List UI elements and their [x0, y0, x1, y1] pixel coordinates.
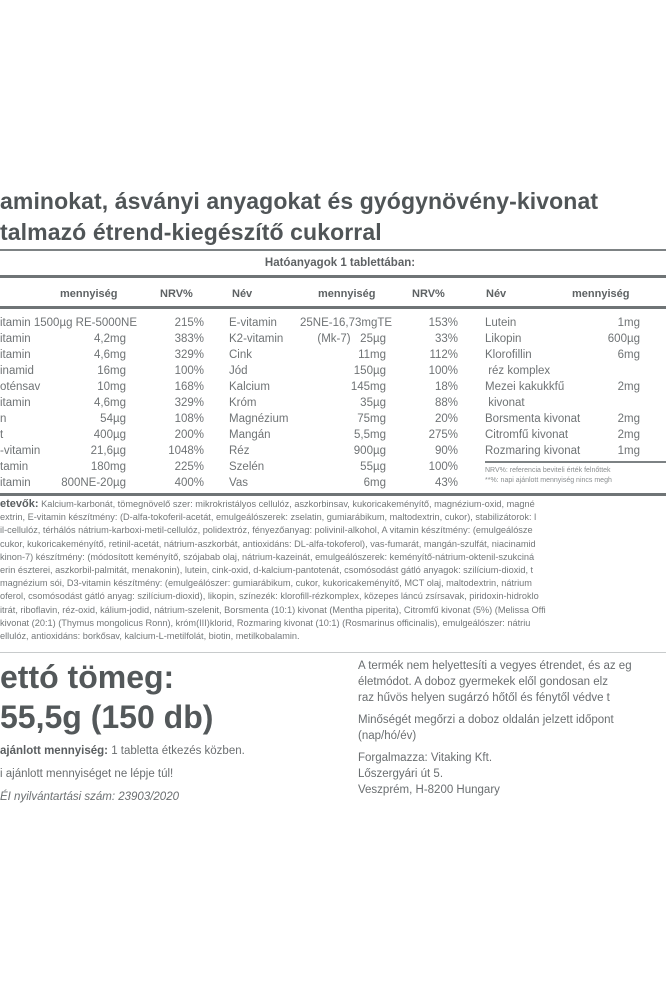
nutrient-name: -vitamin — [0, 445, 41, 457]
nutrient-name: réz komplex — [485, 365, 551, 377]
col-header-amount-2: mennyiség — [318, 288, 376, 300]
nutrient-nrv: 43% — [434, 477, 458, 489]
disclaimer-line: A termék nem helyettesíti a vegyes étrendet, és az eg — [358, 660, 632, 672]
nutrient-name: Citromfű kivonat — [485, 429, 569, 441]
nutrient-nrv: 100% — [428, 365, 458, 377]
product-title-line-2: talmazó étrend-kiegészítő cukorral — [0, 219, 382, 245]
notes-divider — [485, 461, 666, 463]
nutrient-nrv: 100% — [174, 365, 204, 377]
nutrient-name: itamin — [0, 349, 31, 361]
nutrient-name: Lutein — [485, 317, 517, 329]
nutrient-nrv: 383% — [174, 333, 204, 345]
nutrient-nrv: 168% — [174, 381, 204, 393]
title-divider — [0, 249, 666, 251]
nutrient-name: itamin — [0, 397, 31, 409]
table-heading: Hatóanyagok 1 tablettában: — [264, 257, 416, 269]
nutrient-name: Klorofillin — [485, 349, 532, 361]
nutrient-name: Cink — [229, 349, 253, 361]
nutrient-amount: 5,5mg — [354, 429, 386, 441]
nutrient-amount: 6mg — [363, 477, 386, 489]
nutrient-name: Mezei kakukkfű — [485, 381, 565, 393]
nutrient-amount: 180mg — [90, 461, 126, 473]
column-header-divider — [0, 306, 666, 309]
ingredients-block — [0, 498, 666, 643]
nutrient-amount: 2mg — [617, 413, 640, 425]
net-weight-value: 55,5g (150 db) — [0, 699, 214, 735]
nutrient-nrv: 100% — [428, 461, 458, 473]
col-header-amount-1: mennyiség — [60, 288, 118, 300]
nutrient-nrv: 90% — [434, 445, 458, 457]
nutrient-nrv: 329% — [174, 397, 204, 409]
daily-intake-note: **%: napi ajánlott mennyiség nincs megh — [485, 477, 612, 484]
nutrient-amount: 2mg — [617, 381, 640, 393]
ingredients-line: magnézium sói, D3-vitamin készítmény: (emulgeálószer: gumiarábikum, cukor, kukoricakeményítő, MCT olaj, maltodextrin, nátrium — [0, 578, 532, 589]
ingredients-line: il-cellulóz, térhálós nátrium-karboxi-metil-cellulóz, polidextróz, fényezőanyag: polivinil-alkohol, A vitamin készítmény: (emulgeálósze — [0, 525, 533, 536]
nutrient-name: n — [0, 413, 7, 425]
nutrient-nrv: 215% — [174, 317, 204, 329]
nutrient-name: Rozmaring kivonat — [485, 445, 581, 457]
table-heading-divider — [0, 275, 666, 278]
nutrient-nrv: 225% — [174, 461, 204, 473]
nutrient-name: inamid — [0, 365, 34, 377]
nutrient-name: K2-vitamin — [229, 333, 284, 345]
registration-number: ÉI nyilvántartási szám: 23903/2020 — [0, 791, 179, 803]
nutrient-amount: 2mg — [617, 429, 640, 441]
nutrient-nrv: 18% — [434, 381, 458, 393]
ingredients-line: Kalcium-karbonát, tömegnövelő szer: mikrokristályos cellulóz, aszkorbinsav, kukoricakeményítő, magnézium-oxid, magné — [38, 499, 535, 509]
ingredients-line: ellulóz, antioxidáns: borkősav, kalcium-L-metilfolát, biotin, metilkobalamin. — [0, 631, 300, 642]
best-before-line: Minőségét megőrzi a doboz oldalán jelzett időpont — [358, 714, 614, 726]
nutrient-name: Likopin — [485, 333, 522, 345]
nutrient-amount: 4,6mg — [94, 397, 126, 409]
nutrient-name: E-vitamin — [229, 317, 277, 329]
nutrient-amount: 600µg — [607, 333, 640, 345]
nutrient-name: Kalcium — [229, 381, 270, 393]
nutrient-name: Jód — [229, 365, 248, 377]
ingredients-line: itrát, riboflavin, réz-oxid, kálium-jodid, nátrium-szelenit, Borsmenta (10:1) kivonat (Mentha piperita), Citromfű kivonat (5%) (Melissa Offi — [0, 604, 546, 615]
product-disclaimer — [358, 658, 632, 706]
col-header-nrv-2: NRV% — [412, 288, 445, 300]
nutrient-amount: 10mg — [97, 381, 126, 393]
col-header-nrv-1: NRV% — [160, 288, 193, 300]
nutrient-amount: 150µg — [353, 365, 386, 377]
nutrient-nrv: 1048% — [168, 445, 204, 457]
nutrient-nrv: 200% — [174, 429, 204, 441]
ingredients-label: etevők: — [0, 498, 39, 510]
nutrient-name: tamin — [0, 461, 29, 473]
nutrient-amount: 4,2mg — [94, 333, 126, 345]
nutrient-amount: 145mg — [350, 381, 386, 393]
ingredients-line: oferol, csomósodást gátló anyag: szilícium-dioxid), likopin, színezék: klorofill-rézkomplex, közepes láncú zsírsavak, piridoxin-hidroklo — [0, 591, 539, 602]
net-weight-label: ettó tömeg: — [0, 659, 175, 695]
nutrient-name: itamin 1500µg RE-5000NE — [0, 317, 138, 329]
ingredients-line: kinon-7) készítmény: (módosított keményítő, szójabab olaj, nátrium-kazeinát, emulgeálószerek: keményítő-nátrium-oktenil-szukciná — [0, 551, 535, 562]
recommended-dose-label: ajánlott mennyiség: — [0, 745, 108, 757]
nutrient-amount: 25NE-16,73mgTE — [300, 317, 393, 329]
ingredients-line: erin észterei, aszkorbil-palmitát, menakonin), lutein, cink-oxid, d-kalcium-pantotenát, csomósodást gátló anyagok: szilícium-dioxid, t — [0, 565, 534, 576]
nutrient-name: Szelén — [229, 461, 265, 473]
best-before — [358, 712, 614, 744]
nutrient-amount: 6mg — [617, 349, 640, 361]
nutrient-nrv: 329% — [174, 349, 204, 361]
nutrient-nrv: 108% — [174, 413, 204, 425]
nutrient-amount: 54µg — [100, 413, 126, 425]
disclaimer-line: életmódot. A doboz gyermekek elől gondosan elz — [358, 676, 608, 688]
nutrient-amount: 21,6µg — [90, 445, 126, 457]
nutrient-nrv: 20% — [434, 413, 458, 425]
product-title-line-1: aminokat, ásványi anyagokat és gyógynövény-kivonat — [0, 188, 599, 214]
ingredients-line: extrin, E-vitamin készítmény: (D-alfa-tokoferil-acetát, emulgeálószerek: zselatin, gumiarábikum, maltodextrin, cukor), stabilizátorok: l — [0, 512, 537, 523]
best-before-line: (nap/hó/év) — [358, 730, 417, 742]
nutrient-amount: 1mg — [617, 317, 640, 329]
nutrient-name: Mangán — [229, 429, 271, 441]
nutrient-name: t — [0, 429, 4, 441]
col-header-name-3: Név — [486, 288, 507, 300]
nutrient-name: Réz — [229, 445, 250, 457]
nutrient-amount: 4,6mg — [94, 349, 126, 361]
distributor-city: Veszprém, H-8200 Hungary — [358, 784, 500, 796]
ingredients-line: cukor, kukoricakeményítő, retinil-acetát, nátrium-aszkorbát, antioxidáns: DL-alfa-tokoferol), vas-fumarát, mangán-szulfát, niacinamid — [0, 538, 536, 549]
nutrient-name: Króm — [229, 397, 257, 409]
ingredients-divider — [0, 652, 666, 653]
distributor-name: Forgalmazza: Vitaking Kft. — [358, 752, 493, 764]
nutrient-nrv: 33% — [434, 333, 458, 345]
distributor-address — [358, 750, 500, 798]
nutrient-amount: (Mk-7) 25µg — [317, 333, 386, 345]
disclaimer-line: raz hűvös helyen sugárzó hőtől és fénytől védve t — [358, 692, 610, 704]
ingredients-line: kivonat (20:1) (Thymus mongolicus Ronn), króm(III)klorid, Rozmaring kivonat (10:1) (Rosmarinus officinalis), emulgeálószer: nátriu — [0, 617, 531, 628]
nutrient-name: kivonat — [485, 397, 525, 409]
nutrient-amount: 35µg — [360, 397, 386, 409]
nutrient-name: Vas — [229, 477, 248, 489]
distributor-street: Lőszergyári út 5. — [358, 768, 444, 780]
nutrient-nrv: 153% — [428, 317, 458, 329]
nutrient-nrv: 275% — [428, 429, 458, 441]
table-bottom-divider — [0, 493, 666, 496]
nutrient-amount: 16mg — [97, 365, 126, 377]
nutrient-name: Magnézium — [229, 413, 289, 425]
nutrient-name: itamin — [0, 477, 31, 489]
nutrient-name: Borsmenta kivonat — [485, 413, 581, 425]
nutrient-amount: 55µg — [360, 461, 386, 473]
recommended-dose — [0, 745, 245, 757]
nutrient-amount: 800NE-20µg — [61, 477, 126, 489]
nutrient-nrv: 400% — [174, 477, 204, 489]
nutrient-name: itamin — [0, 333, 31, 345]
nutrient-amount: 75mg — [357, 413, 386, 425]
nutrient-nrv: 112% — [429, 349, 458, 361]
nutrient-name: oténsav — [0, 381, 41, 393]
nutrient-amount: 400µg — [93, 429, 126, 441]
nutrient-nrv: 88% — [434, 397, 458, 409]
col-header-amount-3: mennyiség — [572, 288, 630, 300]
nrv-note: NRV%: referencia beviteli érték felnőttek — [485, 467, 611, 474]
col-header-name-2: Név — [232, 288, 253, 300]
nutrient-amount: 11mg — [358, 349, 386, 361]
nutrient-amount: 900µg — [353, 445, 386, 457]
dose-warning: i ajánlott mennyiséget ne lépje túl! — [0, 768, 174, 780]
recommended-dose-value: 1 tabletta étkezés közben. — [108, 745, 245, 757]
nutrient-amount: 1mg — [617, 445, 640, 457]
